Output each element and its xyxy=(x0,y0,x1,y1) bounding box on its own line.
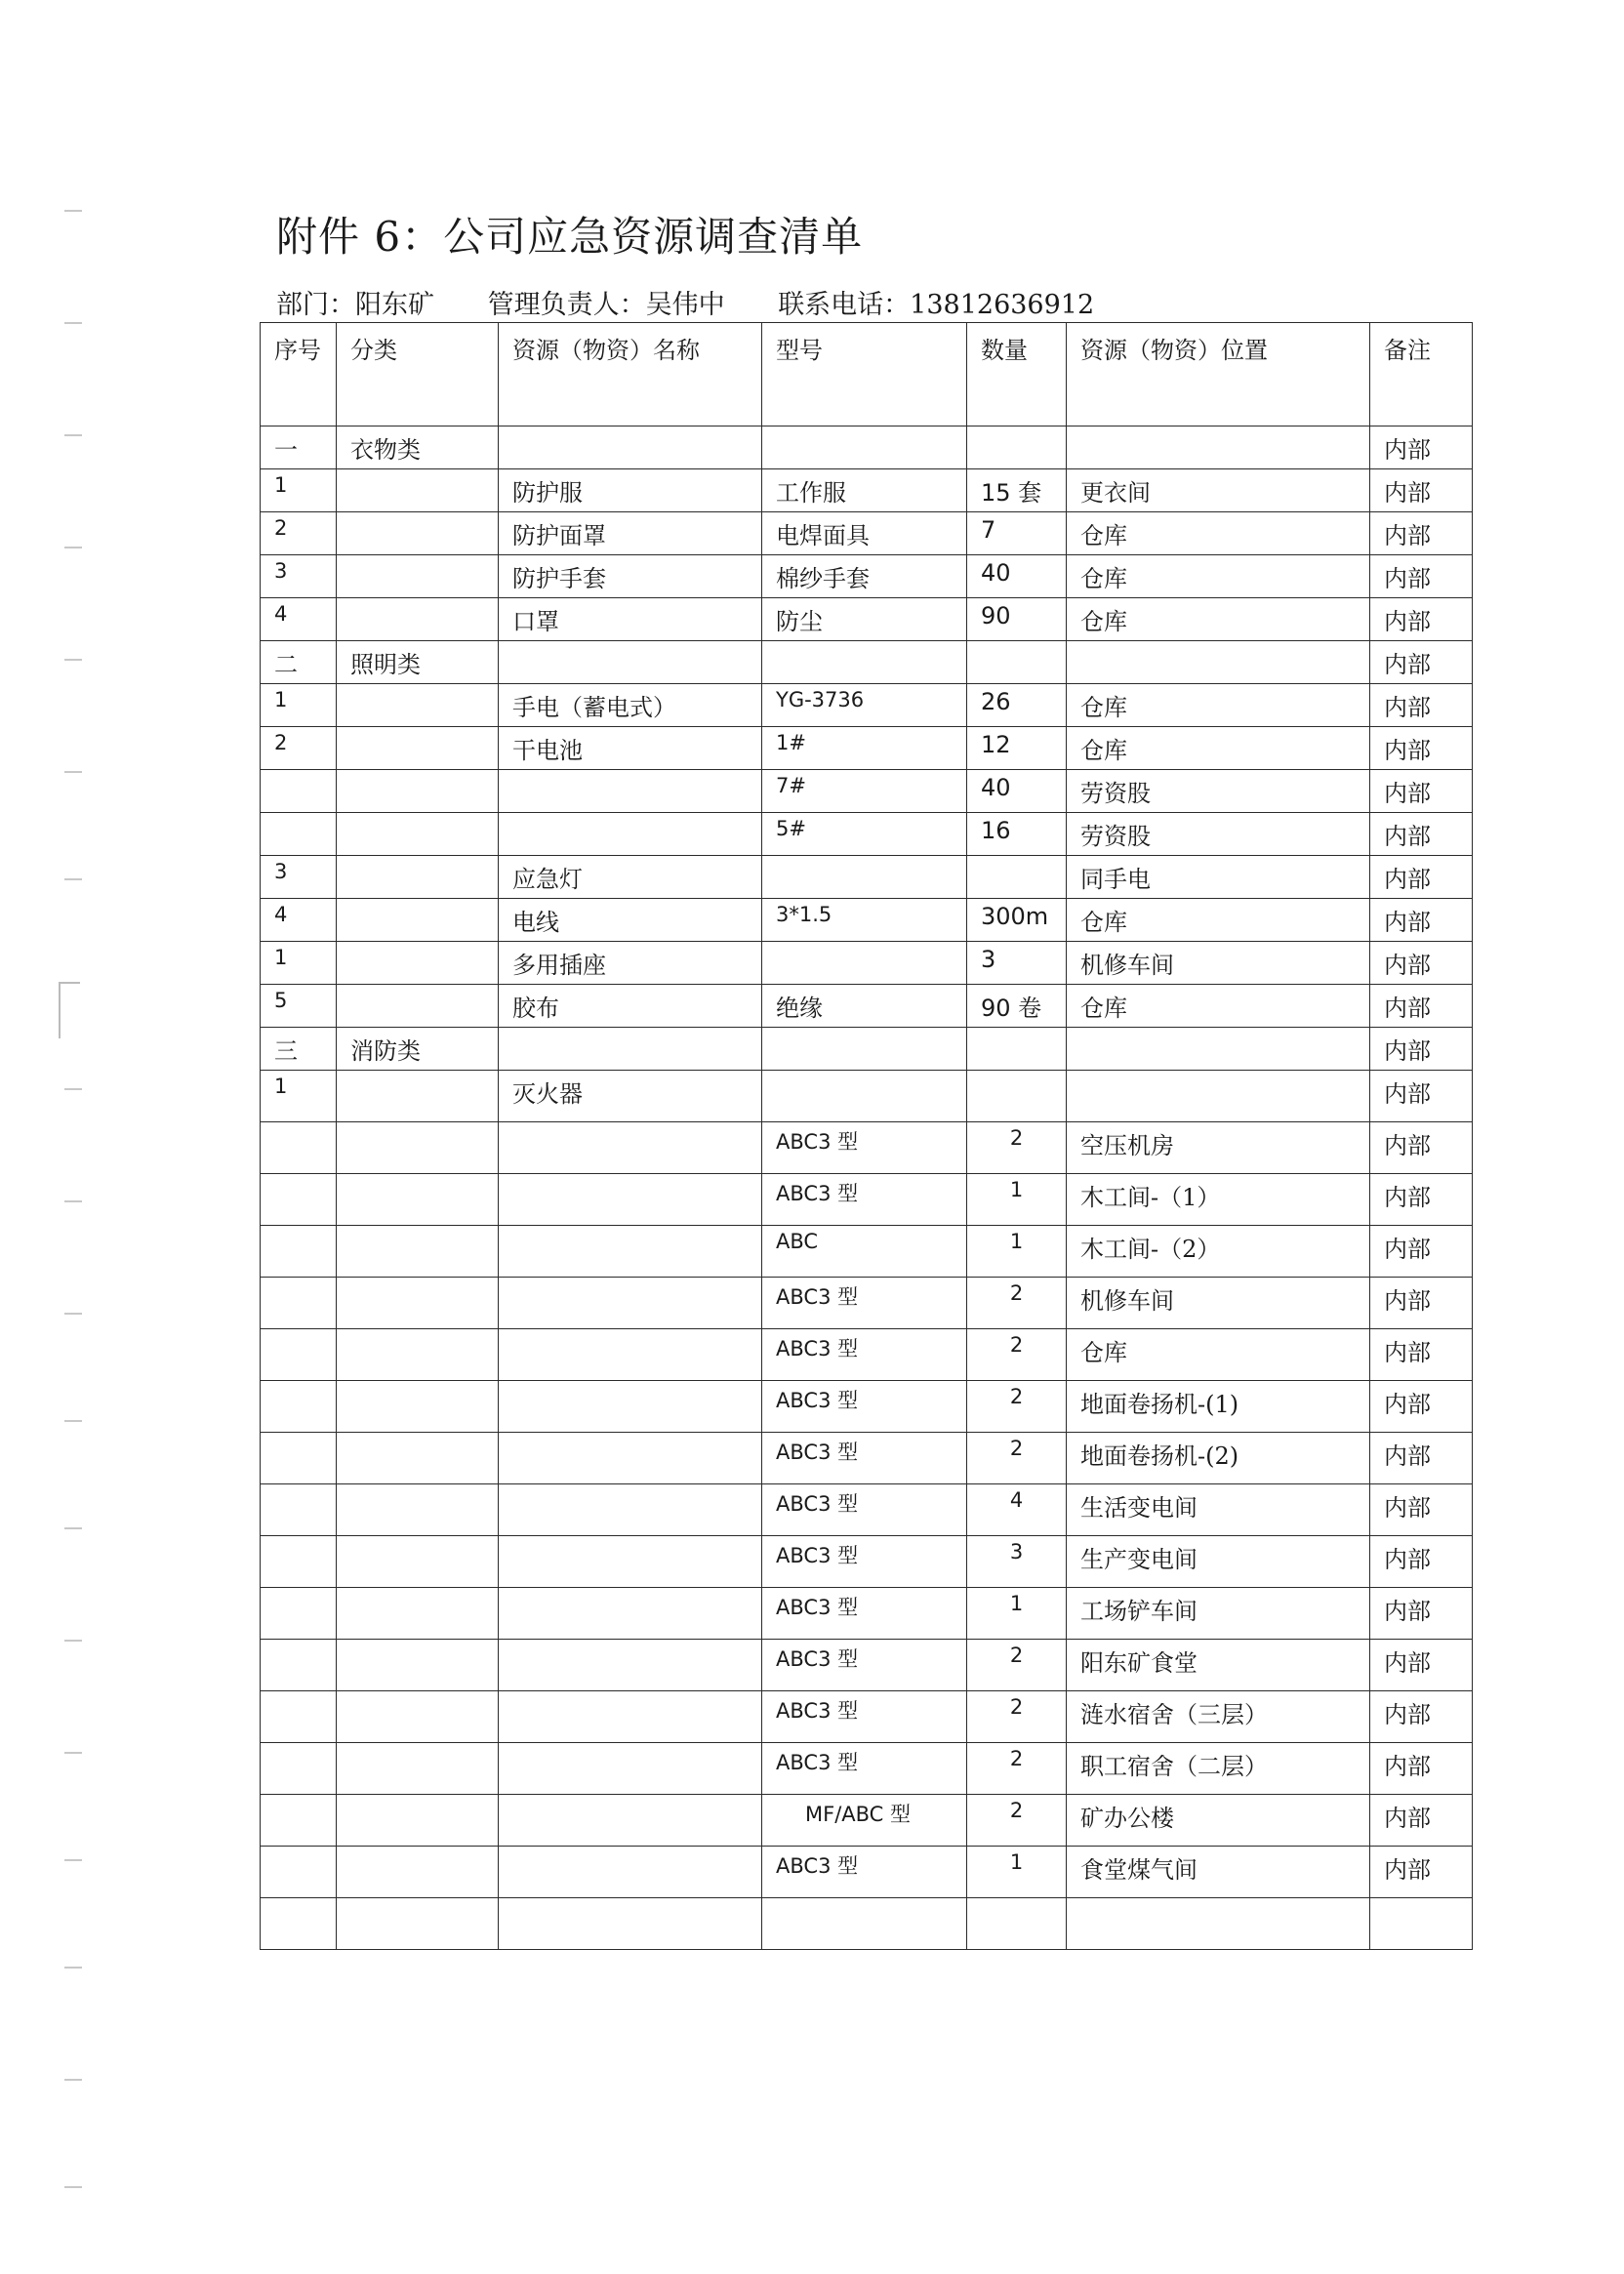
cell-name: 灭火器 xyxy=(499,1071,762,1122)
cell-name xyxy=(499,1795,762,1847)
cell-category xyxy=(337,1743,499,1795)
cell-index xyxy=(261,1226,337,1278)
table-row xyxy=(261,684,1473,727)
cell-name xyxy=(499,1484,762,1536)
cell-index: 二 xyxy=(261,641,337,684)
cell-name: 多用插座 xyxy=(499,942,762,985)
cell-remark: 内部 xyxy=(1370,426,1473,469)
cell-remark: 内部 xyxy=(1370,1226,1473,1278)
table-row xyxy=(261,1847,1473,1898)
table-row xyxy=(261,942,1473,985)
cell-name: 电线 xyxy=(499,899,762,942)
margin-mark xyxy=(64,1640,82,1642)
cell-name: 手电（蓄电式） xyxy=(499,684,762,727)
cell-remark: 内部 xyxy=(1370,727,1473,770)
cell-quantity: 90 卷 xyxy=(967,985,1067,1028)
cell-category xyxy=(337,813,499,856)
cell-model: 3*1.5 xyxy=(762,899,967,942)
cell-index xyxy=(261,1329,337,1381)
cell-index xyxy=(261,1433,337,1484)
cell-remark: 内部 xyxy=(1370,1640,1473,1691)
cell-model: ABC3 型 xyxy=(762,1743,967,1795)
cell-remark: 内部 xyxy=(1370,1381,1473,1433)
cell-quantity: 15 套 xyxy=(967,469,1067,512)
cell-model xyxy=(762,641,967,684)
cell-name xyxy=(499,1381,762,1433)
cell-quantity: 300m xyxy=(967,899,1067,942)
margin-mark xyxy=(64,2079,82,2081)
table-row xyxy=(261,1588,1473,1640)
cell-index: 1 xyxy=(261,1071,337,1122)
table-row xyxy=(261,1743,1473,1795)
cell-model xyxy=(762,1071,967,1122)
cell-remark: 内部 xyxy=(1370,770,1473,813)
cell-model: ABC3 型 xyxy=(762,1640,967,1691)
cell-category: 消防类 xyxy=(337,1028,499,1071)
table-row xyxy=(261,1226,1473,1278)
cell-category xyxy=(337,856,499,899)
cell-category xyxy=(337,1174,499,1226)
table-row xyxy=(261,1028,1473,1071)
cell-category xyxy=(337,555,499,598)
cell-quantity: 2 xyxy=(967,1795,1067,1847)
cell-quantity: 2 xyxy=(967,1122,1067,1174)
cell-location xyxy=(1067,1898,1370,1950)
cell-quantity: 3 xyxy=(967,942,1067,985)
cell-index xyxy=(261,1484,337,1536)
cell-remark: 内部 xyxy=(1370,985,1473,1028)
cell-location: 仓库 xyxy=(1067,512,1370,555)
cell-name: 防护面罩 xyxy=(499,512,762,555)
cell-location: 地面卷扬机-(2) xyxy=(1067,1433,1370,1484)
cell-category xyxy=(337,770,499,813)
cell-name: 口罩 xyxy=(499,598,762,641)
cell-name xyxy=(499,1433,762,1484)
cell-name: 防护手套 xyxy=(499,555,762,598)
cell-model: 电焊面具 xyxy=(762,512,967,555)
table-row xyxy=(261,1122,1473,1174)
cell-model: ABC3 型 xyxy=(762,1433,967,1484)
cell-location: 阳东矿食堂 xyxy=(1067,1640,1370,1691)
cell-quantity: 26 xyxy=(967,684,1067,727)
cell-category xyxy=(337,1847,499,1898)
phone-label: 联系电话：13812636912 xyxy=(778,290,1095,320)
cell-name: 干电池 xyxy=(499,727,762,770)
cell-quantity: 16 xyxy=(967,813,1067,856)
cell-name xyxy=(499,1588,762,1640)
cell-index xyxy=(261,1174,337,1226)
cell-remark: 内部 xyxy=(1370,1691,1473,1743)
cell-location: 同手电 xyxy=(1067,856,1370,899)
cell-quantity: 3 xyxy=(967,1536,1067,1588)
cell-remark: 内部 xyxy=(1370,856,1473,899)
table-row xyxy=(261,1691,1473,1743)
col-header-name: 资源（物资）名称 xyxy=(499,323,762,426)
cell-category xyxy=(337,1329,499,1381)
cell-model: 1# xyxy=(762,727,967,770)
cell-location: 仓库 xyxy=(1067,1329,1370,1381)
cell-remark: 内部 xyxy=(1370,1433,1473,1484)
cell-remark: 内部 xyxy=(1370,555,1473,598)
margin-mark xyxy=(64,1313,82,1315)
cell-name xyxy=(499,1329,762,1381)
cell-category xyxy=(337,1122,499,1174)
table-row xyxy=(261,985,1473,1028)
cell-remark: 内部 xyxy=(1370,469,1473,512)
table-row xyxy=(261,1278,1473,1329)
cell-category xyxy=(337,684,499,727)
cell-remark: 内部 xyxy=(1370,1071,1473,1122)
margin-mark xyxy=(64,1527,82,1529)
cell-quantity xyxy=(967,1071,1067,1122)
margin-mark xyxy=(64,659,82,661)
cell-index xyxy=(261,1381,337,1433)
cell-quantity: 4 xyxy=(967,1484,1067,1536)
cell-model: MF/ABC 型 xyxy=(762,1795,967,1847)
cell-quantity xyxy=(967,856,1067,899)
cell-index xyxy=(261,770,337,813)
cell-model: ABC3 型 xyxy=(762,1484,967,1536)
table-row xyxy=(261,469,1473,512)
cell-model: 绝缘 xyxy=(762,985,967,1028)
cell-model: ABC3 型 xyxy=(762,1381,967,1433)
cell-location: 木工间-（1） xyxy=(1067,1174,1370,1226)
cell-category: 照明类 xyxy=(337,641,499,684)
cell-quantity: 40 xyxy=(967,770,1067,813)
cell-quantity: 40 xyxy=(967,555,1067,598)
cell-index: 3 xyxy=(261,856,337,899)
table-row xyxy=(261,899,1473,942)
margin-mark xyxy=(64,434,82,436)
resource-table xyxy=(260,322,1473,1950)
table-row xyxy=(261,1795,1473,1847)
margin-mark xyxy=(64,1088,82,1090)
cell-remark: 内部 xyxy=(1370,942,1473,985)
cell-location: 劳资股 xyxy=(1067,770,1370,813)
cell-quantity xyxy=(967,1028,1067,1071)
cell-model: 防尘 xyxy=(762,598,967,641)
cell-category xyxy=(337,512,499,555)
cell-location xyxy=(1067,1071,1370,1122)
table-row xyxy=(261,1433,1473,1484)
cell-remark: 内部 xyxy=(1370,641,1473,684)
cell-category xyxy=(337,1278,499,1329)
cell-category xyxy=(337,469,499,512)
cell-index: 1 xyxy=(261,469,337,512)
cell-category xyxy=(337,727,499,770)
margin-bracket xyxy=(59,982,80,1038)
cell-model xyxy=(762,1898,967,1950)
cell-location: 木工间-（2） xyxy=(1067,1226,1370,1278)
cell-category xyxy=(337,1588,499,1640)
cell-remark: 内部 xyxy=(1370,1329,1473,1381)
margin-mark xyxy=(64,1859,82,1861)
cell-index: 一 xyxy=(261,426,337,469)
cell-category xyxy=(337,942,499,985)
cell-index xyxy=(261,1588,337,1640)
cell-location: 空压机房 xyxy=(1067,1122,1370,1174)
cell-remark: 内部 xyxy=(1370,512,1473,555)
col-header-index: 序号 xyxy=(261,323,337,426)
cell-index xyxy=(261,1847,337,1898)
cell-remark: 内部 xyxy=(1370,1847,1473,1898)
table-row xyxy=(261,1071,1473,1122)
cell-category xyxy=(337,1226,499,1278)
cell-name xyxy=(499,1743,762,1795)
page-title: 附件 6：公司应急资源调查清单 xyxy=(276,213,864,261)
cell-model: ABC3 型 xyxy=(762,1847,967,1898)
cell-quantity: 2 xyxy=(967,1691,1067,1743)
cell-location: 机修车间 xyxy=(1067,1278,1370,1329)
cell-index xyxy=(261,1691,337,1743)
cell-quantity: 1 xyxy=(967,1174,1067,1226)
cell-quantity: 2 xyxy=(967,1329,1067,1381)
cell-quantity: 2 xyxy=(967,1743,1067,1795)
cell-category xyxy=(337,598,499,641)
cell-quantity: 2 xyxy=(967,1278,1067,1329)
cell-remark: 内部 xyxy=(1370,1278,1473,1329)
table-row xyxy=(261,1329,1473,1381)
cell-quantity: 2 xyxy=(967,1433,1067,1484)
cell-remark: 内部 xyxy=(1370,1484,1473,1536)
col-header-quantity: 数量 xyxy=(967,323,1067,426)
cell-name: 应急灯 xyxy=(499,856,762,899)
cell-remark: 内部 xyxy=(1370,684,1473,727)
cell-name: 防护服 xyxy=(499,469,762,512)
cell-remark: 内部 xyxy=(1370,1536,1473,1588)
table-row xyxy=(261,512,1473,555)
cell-model xyxy=(762,856,967,899)
cell-category xyxy=(337,1381,499,1433)
cell-remark: 内部 xyxy=(1370,598,1473,641)
cell-name xyxy=(499,1226,762,1278)
cell-model: YG-3736 xyxy=(762,684,967,727)
table-row xyxy=(261,426,1473,469)
margin-mark xyxy=(64,2186,82,2188)
margin-mark xyxy=(64,547,82,548)
cell-remark: 内部 xyxy=(1370,1588,1473,1640)
cell-model xyxy=(762,1028,967,1071)
cell-location xyxy=(1067,426,1370,469)
cell-remark: 内部 xyxy=(1370,1795,1473,1847)
cell-location xyxy=(1067,1028,1370,1071)
cell-location: 更衣间 xyxy=(1067,469,1370,512)
margin-mark xyxy=(64,878,82,880)
cell-index xyxy=(261,1743,337,1795)
cell-name xyxy=(499,426,762,469)
cell-model: ABC3 型 xyxy=(762,1329,967,1381)
table-row xyxy=(261,598,1473,641)
cell-index: 4 xyxy=(261,899,337,942)
cell-location xyxy=(1067,641,1370,684)
cell-name xyxy=(499,1122,762,1174)
cell-remark: 内部 xyxy=(1370,1028,1473,1071)
cell-index: 5 xyxy=(261,985,337,1028)
cell-index: 4 xyxy=(261,598,337,641)
cell-location: 涟水宿舍（三层） xyxy=(1067,1691,1370,1743)
cell-quantity: 7 xyxy=(967,512,1067,555)
table-row xyxy=(261,1640,1473,1691)
department-label: 部门：阳东矿 xyxy=(276,290,434,320)
cell-index xyxy=(261,1640,337,1691)
cell-quantity: 1 xyxy=(967,1588,1067,1640)
cell-index xyxy=(261,813,337,856)
cell-category xyxy=(337,1898,499,1950)
header-info xyxy=(276,283,1139,321)
cell-location: 职工宿舍（二层） xyxy=(1067,1743,1370,1795)
cell-location: 工场铲车间 xyxy=(1067,1588,1370,1640)
cell-category xyxy=(337,985,499,1028)
cell-name xyxy=(499,1536,762,1588)
cell-index xyxy=(261,1898,337,1950)
cell-location: 生产变电间 xyxy=(1067,1536,1370,1588)
margin-mark xyxy=(64,1200,82,1202)
col-header-model: 型号 xyxy=(762,323,967,426)
table-row xyxy=(261,555,1473,598)
cell-model xyxy=(762,426,967,469)
cell-category xyxy=(337,1536,499,1588)
cell-model: 5# xyxy=(762,813,967,856)
cell-model: ABC xyxy=(762,1226,967,1278)
cell-index: 3 xyxy=(261,555,337,598)
cell-location: 仓库 xyxy=(1067,727,1370,770)
cell-location: 仓库 xyxy=(1067,899,1370,942)
cell-name xyxy=(499,770,762,813)
cell-name xyxy=(499,1847,762,1898)
cell-index xyxy=(261,1795,337,1847)
table-row xyxy=(261,856,1473,899)
table-row xyxy=(261,1536,1473,1588)
table-row xyxy=(261,641,1473,684)
cell-category xyxy=(337,899,499,942)
cell-name xyxy=(499,813,762,856)
cell-name xyxy=(499,1898,762,1950)
cell-model: 棉纱手套 xyxy=(762,555,967,598)
cell-location: 食堂煤气间 xyxy=(1067,1847,1370,1898)
table-row xyxy=(261,1381,1473,1433)
cell-index xyxy=(261,1278,337,1329)
cell-index: 1 xyxy=(261,942,337,985)
cell-location: 仓库 xyxy=(1067,555,1370,598)
cell-model xyxy=(762,942,967,985)
cell-location: 机修车间 xyxy=(1067,942,1370,985)
margin-mark xyxy=(64,1967,82,1969)
cell-name xyxy=(499,1174,762,1226)
cell-model: ABC3 型 xyxy=(762,1278,967,1329)
margin-mark xyxy=(64,322,82,324)
cell-category xyxy=(337,1071,499,1122)
cell-category xyxy=(337,1691,499,1743)
cell-model: ABC3 型 xyxy=(762,1174,967,1226)
table-header-row xyxy=(261,323,1473,426)
cell-name xyxy=(499,1691,762,1743)
cell-index: 2 xyxy=(261,727,337,770)
cell-category xyxy=(337,1640,499,1691)
table-row xyxy=(261,1174,1473,1226)
cell-remark: 内部 xyxy=(1370,899,1473,942)
cell-quantity: 2 xyxy=(967,1640,1067,1691)
cell-remark: 内部 xyxy=(1370,1743,1473,1795)
cell-name xyxy=(499,1028,762,1071)
table-row xyxy=(261,813,1473,856)
col-header-remark: 备注 xyxy=(1370,323,1473,426)
cell-name xyxy=(499,641,762,684)
cell-quantity: 1 xyxy=(967,1226,1067,1278)
margin-mark xyxy=(64,210,82,212)
table-row xyxy=(261,770,1473,813)
manager-label: 管理负责人：吴伟中 xyxy=(487,290,725,320)
cell-index: 1 xyxy=(261,684,337,727)
cell-quantity: 12 xyxy=(967,727,1067,770)
cell-model: ABC3 型 xyxy=(762,1588,967,1640)
cell-model: 工作服 xyxy=(762,469,967,512)
cell-category: 衣物类 xyxy=(337,426,499,469)
cell-location: 劳资股 xyxy=(1067,813,1370,856)
cell-category xyxy=(337,1484,499,1536)
cell-index xyxy=(261,1122,337,1174)
margin-mark xyxy=(64,1420,82,1422)
cell-quantity: 2 xyxy=(967,1381,1067,1433)
cell-quantity xyxy=(967,1898,1067,1950)
cell-quantity: 90 xyxy=(967,598,1067,641)
cell-remark xyxy=(1370,1898,1473,1950)
cell-remark: 内部 xyxy=(1370,813,1473,856)
cell-index xyxy=(261,1536,337,1588)
cell-model: 7# xyxy=(762,770,967,813)
cell-location: 仓库 xyxy=(1067,684,1370,727)
cell-category xyxy=(337,1433,499,1484)
cell-remark: 内部 xyxy=(1370,1174,1473,1226)
cell-model: ABC3 型 xyxy=(762,1536,967,1588)
cell-location: 仓库 xyxy=(1067,985,1370,1028)
cell-model: ABC3 型 xyxy=(762,1691,967,1743)
table-row xyxy=(261,727,1473,770)
cell-location: 仓库 xyxy=(1067,598,1370,641)
table-row xyxy=(261,1898,1473,1950)
cell-quantity xyxy=(967,426,1067,469)
cell-index: 三 xyxy=(261,1028,337,1071)
table-row xyxy=(261,1484,1473,1536)
cell-index: 2 xyxy=(261,512,337,555)
cell-category xyxy=(337,1795,499,1847)
cell-model: ABC3 型 xyxy=(762,1122,967,1174)
cell-name xyxy=(499,1640,762,1691)
col-header-category: 分类 xyxy=(337,323,499,426)
cell-name: 胶布 xyxy=(499,985,762,1028)
cell-location: 地面卷扬机-(1) xyxy=(1067,1381,1370,1433)
col-header-location: 资源（物资）位置 xyxy=(1067,323,1370,426)
cell-name xyxy=(499,1278,762,1329)
cell-quantity: 1 xyxy=(967,1847,1067,1898)
margin-mark xyxy=(64,1752,82,1754)
cell-remark: 内部 xyxy=(1370,1122,1473,1174)
cell-quantity xyxy=(967,641,1067,684)
cell-location: 生活变电间 xyxy=(1067,1484,1370,1536)
cell-location: 矿办公楼 xyxy=(1067,1795,1370,1847)
margin-mark xyxy=(64,771,82,773)
